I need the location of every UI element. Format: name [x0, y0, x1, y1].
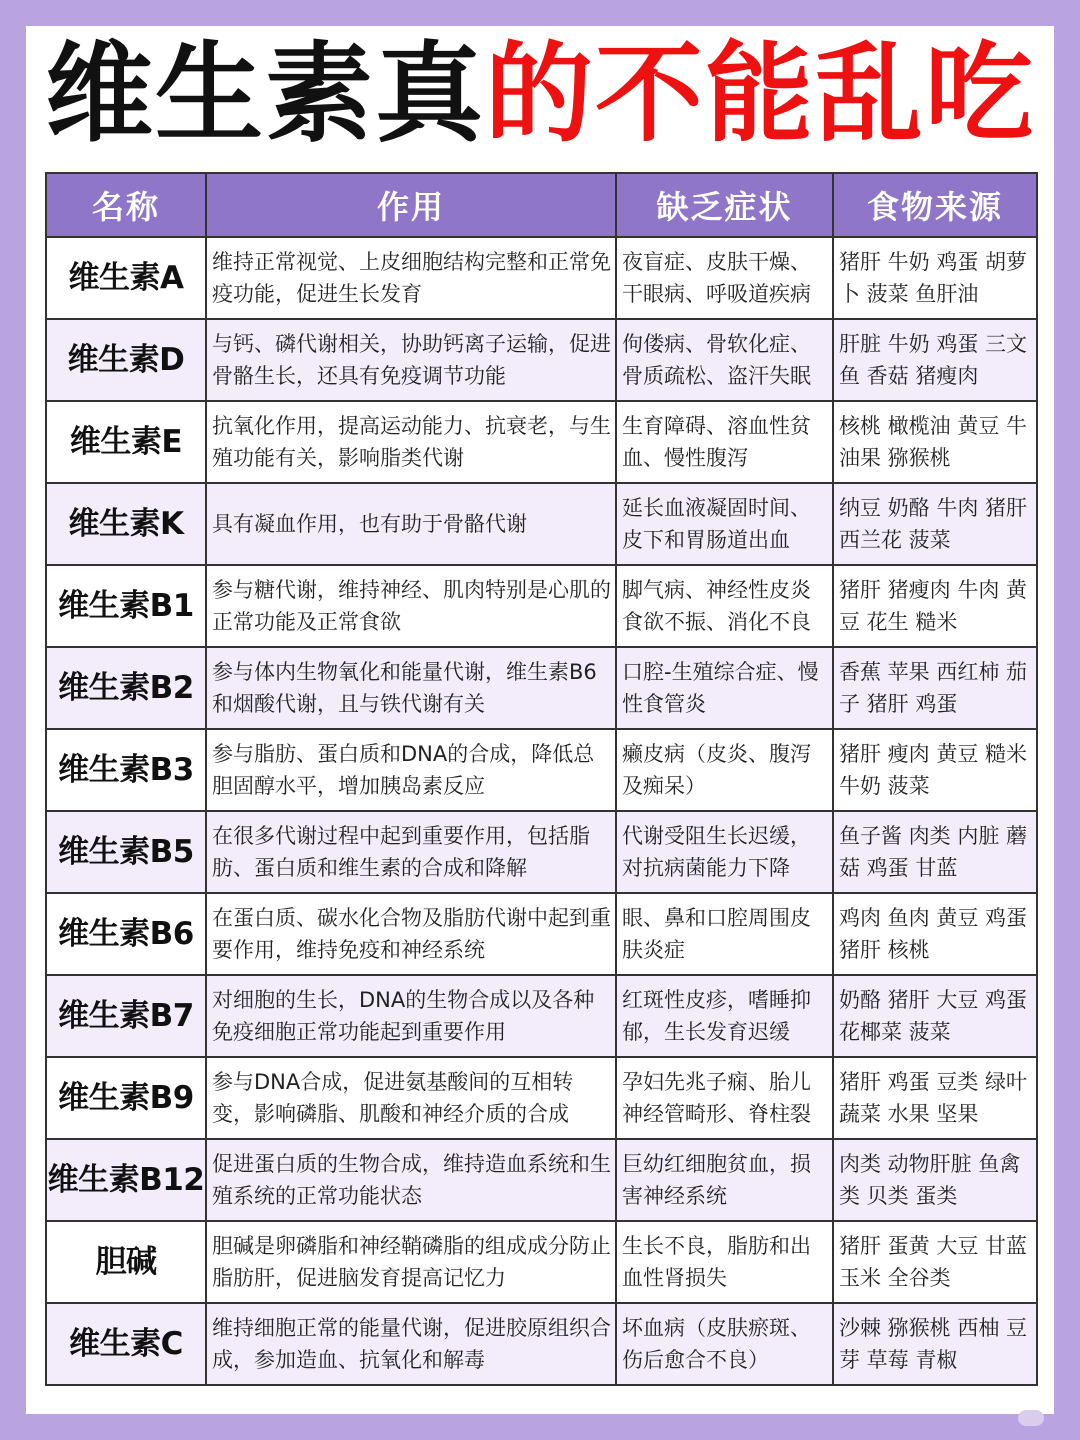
effect-cell: 对细胞的生长，DNA的生物合成以及各种免疫细胞正常功能起到重要作用 — [206, 975, 616, 1057]
header-effect: 作用 — [206, 173, 616, 237]
sources-cell: 猪肝 蛋黄 大豆 甘蓝 玉米 全谷类 — [833, 1221, 1037, 1303]
vitamin-name-cell: 维生素B5 — [46, 811, 206, 893]
table-row — [46, 237, 1037, 319]
vitamin-name-cell: 维生素B12 — [46, 1139, 206, 1221]
vitamin-name-cell: 维生素D — [46, 319, 206, 401]
table-row — [46, 1057, 1037, 1139]
vitamin-name-cell: 维生素E — [46, 401, 206, 483]
table-row — [46, 319, 1037, 401]
table-row — [46, 483, 1037, 565]
effect-cell: 维持细胞正常的能量代谢，促进胶原组织合成，参加造血、抗氧化和解毒 — [206, 1303, 616, 1385]
header-name: 名称 — [46, 173, 206, 237]
title-part-black: 维生素真 — [44, 32, 485, 157]
vitamin-name-cell: 维生素K — [46, 483, 206, 565]
sources-cell: 猪肝 牛奶 鸡蛋 胡萝卜 菠菜 鱼肝油 — [833, 237, 1037, 319]
title-part-red: 的不能乱吃 — [485, 32, 1036, 157]
sources-cell: 纳豆 奶酪 牛肉 猪肝 西兰花 菠菜 — [833, 483, 1037, 565]
table-row — [46, 893, 1037, 975]
table-body — [46, 237, 1037, 1385]
table-row — [46, 401, 1037, 483]
effect-cell: 在很多代谢过程中起到重要作用，包括脂肪、蛋白质和维生素的合成和降解 — [206, 811, 616, 893]
deficiency-cell: 代谢受阻生长迟缓，对抗病菌能力下降 — [616, 811, 833, 893]
watermark-badge — [1018, 1410, 1044, 1426]
vitamin-name-cell: 维生素A — [46, 237, 206, 319]
vitamin-name-cell: 维生素B3 — [46, 729, 206, 811]
effect-cell: 维持正常视觉、上皮细胞结构完整和正常免疫功能，促进生长发育 — [206, 237, 616, 319]
sources-cell: 香蕉 苹果 西红柿 茄子 猪肝 鸡蛋 — [833, 647, 1037, 729]
table-header-row — [46, 173, 1037, 237]
deficiency-cell: 脚气病、神经性皮炎食欲不振、消化不良 — [616, 565, 833, 647]
effect-cell: 在蛋白质、碳水化合物及脂肪代谢中起到重要作用，维持免疫和神经系统 — [206, 893, 616, 975]
effect-cell: 抗氧化作用，提高运动能力、抗衰老，与生殖功能有关，影响脂类代谢 — [206, 401, 616, 483]
deficiency-cell: 延长血液凝固时间、皮下和胃肠道出血 — [616, 483, 833, 565]
effect-cell: 参与体内生物氧化和能量代谢，维生素B6和烟酸代谢，且与铁代谢有关 — [206, 647, 616, 729]
deficiency-cell: 佝偻病、骨软化症、骨质疏松、盗汗失眠 — [616, 319, 833, 401]
deficiency-cell: 夜盲症、皮肤干燥、干眼病、呼吸道疾病 — [616, 237, 833, 319]
vitamin-name-cell: 维生素B9 — [46, 1057, 206, 1139]
vitamin-table — [45, 172, 1038, 1386]
table-row — [46, 647, 1037, 729]
deficiency-cell: 坏血病（皮肤瘀斑、伤后愈合不良） — [616, 1303, 833, 1385]
header-deficiency: 缺乏症状 — [616, 173, 833, 237]
table-row — [46, 811, 1037, 893]
effect-cell: 胆碱是卵磷脂和神经鞘磷脂的组成成分防止脂肪肝，促进脑发育提高记忆力 — [206, 1221, 616, 1303]
effect-cell: 参与糖代谢，维持神经、肌肉特别是心肌的正常功能及正常食欲 — [206, 565, 616, 647]
sources-cell: 核桃 橄榄油 黄豆 牛油果 猕猴桃 — [833, 401, 1037, 483]
table-row — [46, 975, 1037, 1057]
effect-cell: 具有凝血作用，也有助于骨骼代谢 — [206, 483, 616, 565]
sources-cell: 猪肝 鸡蛋 豆类 绿叶蔬菜 水果 坚果 — [833, 1057, 1037, 1139]
page-title — [0, 30, 1080, 160]
sources-cell: 肝脏 牛奶 鸡蛋 三文鱼 香菇 猪瘦肉 — [833, 319, 1037, 401]
vitamin-name-cell: 维生素B6 — [46, 893, 206, 975]
effect-cell: 参与脂肪、蛋白质和DNA的合成，降低总胆固醇水平，增加胰岛素反应 — [206, 729, 616, 811]
table-row — [46, 1139, 1037, 1221]
deficiency-cell: 生育障碍、溶血性贫血、慢性腹泻 — [616, 401, 833, 483]
vitamin-name-cell: 维生素C — [46, 1303, 206, 1385]
sources-cell: 奶酪 猪肝 大豆 鸡蛋 花椰菜 菠菜 — [833, 975, 1037, 1057]
deficiency-cell: 红斑性皮疹，嗜睡抑郁，生长发育迟缓 — [616, 975, 833, 1057]
sources-cell: 沙棘 猕猴桃 西柚 豆芽 草莓 青椒 — [833, 1303, 1037, 1385]
table-row — [46, 565, 1037, 647]
deficiency-cell: 眼、鼻和口腔周围皮肤炎症 — [616, 893, 833, 975]
table-row — [46, 729, 1037, 811]
header-sources: 食物来源 — [833, 173, 1037, 237]
sources-cell: 鱼子酱 肉类 内脏 蘑菇 鸡蛋 甘蓝 — [833, 811, 1037, 893]
deficiency-cell: 孕妇先兆子痫、胎儿神经管畸形、脊柱裂 — [616, 1057, 833, 1139]
table-row — [46, 1221, 1037, 1303]
effect-cell: 与钙、磷代谢相关，协助钙离子运输，促进骨骼生长，还具有免疫调节功能 — [206, 319, 616, 401]
effect-cell: 促进蛋白质的生物合成，维持造血系统和生殖系统的正常功能状态 — [206, 1139, 616, 1221]
vitamin-name-cell: 胆碱 — [46, 1221, 206, 1303]
sources-cell: 鸡肉 鱼肉 黄豆 鸡蛋 猪肝 核桃 — [833, 893, 1037, 975]
deficiency-cell: 巨幼红细胞贫血，损害神经系统 — [616, 1139, 833, 1221]
vitamin-name-cell: 维生素B7 — [46, 975, 206, 1057]
sources-cell: 肉类 动物肝脏 鱼禽类 贝类 蛋类 — [833, 1139, 1037, 1221]
sources-cell: 猪肝 猪瘦肉 牛肉 黄豆 花生 糙米 — [833, 565, 1037, 647]
sources-cell: 猪肝 瘦肉 黄豆 糙米 牛奶 菠菜 — [833, 729, 1037, 811]
vitamin-name-cell: 维生素B1 — [46, 565, 206, 647]
vitamin-name-cell: 维生素B2 — [46, 647, 206, 729]
deficiency-cell: 口腔-生殖综合症、慢性食管炎 — [616, 647, 833, 729]
effect-cell: 参与DNA合成，促进氨基酸间的互相转变，影响磷脂、肌酸和神经介质的合成 — [206, 1057, 616, 1139]
deficiency-cell: 癞皮病（皮炎、腹泻及痴呆） — [616, 729, 833, 811]
table-row — [46, 1303, 1037, 1385]
deficiency-cell: 生长不良，脂肪和出血性肾损失 — [616, 1221, 833, 1303]
